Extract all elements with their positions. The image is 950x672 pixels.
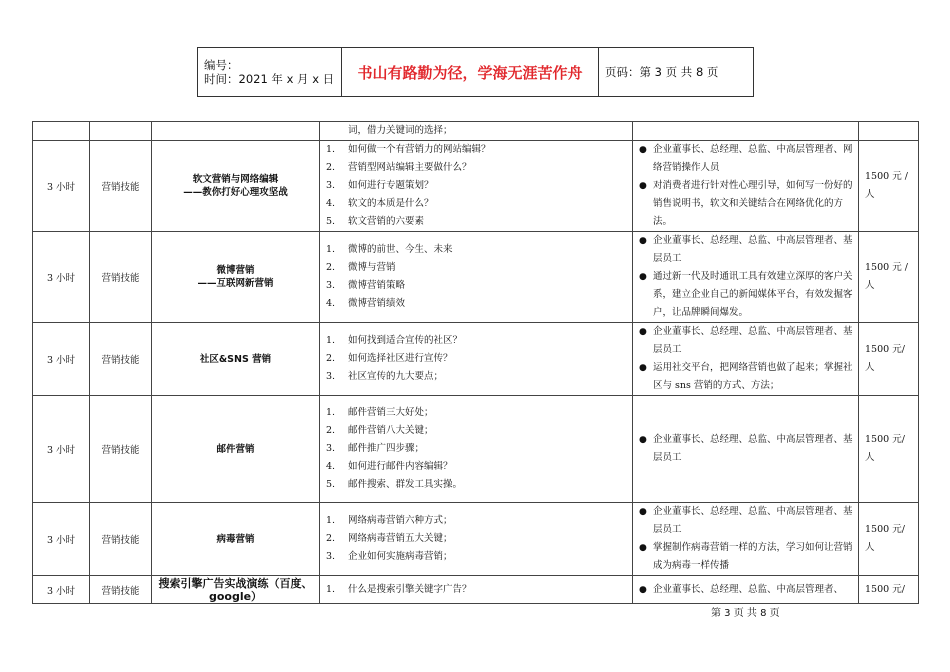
continuation-row bbox=[33, 122, 919, 141]
list-text: 如何进行专题策划？ bbox=[348, 180, 434, 191]
topic-title: 微博营销 bbox=[216, 265, 255, 276]
price-amount: 1500 元/ bbox=[865, 583, 905, 595]
list-text: 微博与营销 bbox=[348, 262, 396, 273]
list-number: 3. bbox=[326, 551, 336, 562]
audience-list bbox=[639, 503, 854, 575]
table-row bbox=[33, 232, 919, 323]
list-item bbox=[326, 512, 628, 530]
audience-cell bbox=[633, 396, 859, 503]
audience-cell bbox=[633, 141, 859, 232]
list-text: 邮件营销三大好处； bbox=[348, 407, 434, 418]
list-item bbox=[326, 548, 628, 566]
topic-subtitle: ——教你打好心理攻坚战 bbox=[183, 187, 288, 198]
list-item bbox=[326, 177, 628, 195]
bullet-icon: ● bbox=[639, 543, 647, 553]
list-number: 2. bbox=[326, 162, 336, 173]
page-footer: 第 3 页 共 8 页 bbox=[711, 608, 780, 619]
list-text: 邮件推广四步骤； bbox=[348, 443, 425, 454]
bullet-icon: ● bbox=[639, 584, 647, 595]
list-text: 如何进行邮件内容编辑？ bbox=[348, 461, 453, 472]
price-cell bbox=[859, 503, 919, 576]
list-item bbox=[326, 440, 628, 458]
list-item bbox=[639, 581, 854, 599]
price-amount: 1500 元 / bbox=[865, 171, 908, 182]
list-item bbox=[639, 268, 854, 322]
duration-cell: 3 小时 bbox=[33, 396, 90, 503]
list-number: 4. bbox=[326, 298, 336, 309]
topic-cell bbox=[152, 396, 320, 503]
category-cell: 营销技能 bbox=[90, 323, 152, 396]
list-item bbox=[639, 177, 854, 231]
list-text: 企业如何实施病毒营销； bbox=[348, 551, 453, 562]
list-text: 掌握制作病毒营销一样的方法，学习如何让营销成为病毒一样传播 bbox=[653, 542, 853, 571]
content-cell bbox=[320, 232, 633, 323]
list-item bbox=[639, 503, 854, 539]
topic-title: 社区&SNS 营销 bbox=[199, 353, 272, 365]
page-header bbox=[197, 47, 754, 97]
list-item bbox=[639, 431, 854, 467]
price-cell bbox=[859, 396, 919, 503]
list-text: 邮件营销八大关键； bbox=[348, 425, 434, 436]
content-list bbox=[326, 581, 628, 599]
list-item bbox=[326, 350, 628, 368]
topic-title: 病毒营销 bbox=[216, 533, 255, 545]
list-item bbox=[326, 404, 628, 422]
list-text: 微博营销策略 bbox=[348, 280, 406, 291]
topic-title: 邮件营销 bbox=[216, 443, 255, 455]
list-number: 3. bbox=[326, 180, 336, 191]
list-item bbox=[326, 458, 628, 476]
topic-cell bbox=[152, 323, 320, 396]
price-cell bbox=[859, 232, 919, 323]
topic-title: 搜索引擎广告实战演练（百度、google） bbox=[158, 576, 313, 603]
bullet-icon: ● bbox=[639, 145, 647, 155]
category-cell: 营销技能 bbox=[90, 396, 152, 503]
list-number: 3. bbox=[326, 371, 336, 382]
list-number: 1. bbox=[326, 335, 336, 346]
list-item bbox=[639, 141, 854, 177]
topic-cell bbox=[152, 576, 320, 604]
bullet-icon: ● bbox=[639, 507, 647, 517]
list-item bbox=[326, 295, 628, 313]
list-text: 软文的本质是什么？ bbox=[348, 198, 434, 209]
audience-cell bbox=[633, 503, 859, 576]
category-cell: 营销技能 bbox=[90, 503, 152, 576]
list-number: 4. bbox=[326, 461, 336, 472]
table-row bbox=[33, 503, 919, 576]
list-number: 1. bbox=[326, 515, 336, 526]
category-cell: 营销技能 bbox=[90, 576, 152, 604]
content-cell bbox=[320, 141, 633, 232]
list-item bbox=[326, 581, 628, 599]
bullet-icon: ● bbox=[639, 272, 647, 282]
list-text: 如何选择社区进行宣传？ bbox=[348, 353, 453, 364]
list-item bbox=[326, 476, 628, 494]
duration-cell: 3 小时 bbox=[33, 323, 90, 396]
price-unit: 人 bbox=[865, 280, 875, 291]
bullet-icon: ● bbox=[639, 327, 647, 337]
header-time-label: 时间：2021 年 x 月 x 日 bbox=[204, 72, 335, 86]
list-item bbox=[326, 332, 628, 350]
content-list bbox=[326, 141, 628, 231]
audience-list bbox=[639, 431, 854, 467]
list-number: 2. bbox=[326, 533, 336, 544]
audience-list bbox=[639, 141, 854, 231]
list-item bbox=[639, 323, 854, 359]
list-text: 企业董事长、总经理、总监、中高层管理者、 bbox=[653, 583, 844, 595]
list-text: 运用社交平台，把网络营销也做了起来；掌握社区与 sns 营销的方式、方法； bbox=[653, 362, 853, 391]
category-cell: 营销技能 bbox=[90, 141, 152, 232]
list-text: 网络病毒营销五大关键； bbox=[348, 533, 453, 544]
list-text: 营销型网站编辑主要做什么？ bbox=[348, 162, 472, 173]
list-item bbox=[639, 232, 854, 268]
list-number: 2. bbox=[326, 425, 336, 436]
list-item bbox=[326, 141, 628, 159]
content-cell bbox=[320, 503, 633, 576]
content-cell bbox=[320, 576, 633, 604]
list-number: 1. bbox=[326, 407, 336, 418]
list-number: 1. bbox=[326, 583, 336, 595]
continuation-cell bbox=[320, 122, 633, 141]
bullet-icon: ● bbox=[639, 435, 647, 445]
list-number: 5. bbox=[326, 216, 336, 227]
topic-subtitle: ——互联网新营销 bbox=[197, 278, 274, 289]
list-text: 微博营销绩效 bbox=[348, 298, 406, 309]
price-amount: 1500 元/ bbox=[865, 344, 905, 355]
header-page-label: 页码：第 3 页 共 8 页 bbox=[599, 48, 754, 97]
list-text: 通过新一代及时通讯工具有效建立深厚的客户关系，建立企业自己的新闻媒体平台，有效发掘客户，让品牌瞬间爆发。 bbox=[653, 271, 853, 318]
header-meta bbox=[198, 48, 342, 97]
course-rows bbox=[33, 141, 919, 604]
list-text: 网络病毒营销六种方式； bbox=[348, 515, 453, 526]
list-number: 1. bbox=[326, 244, 336, 255]
list-item bbox=[326, 277, 628, 295]
list-text: 软文营销的六要素 bbox=[348, 216, 425, 227]
bullet-icon: ● bbox=[639, 236, 647, 246]
list-number: 2. bbox=[326, 353, 336, 364]
list-text: 企业董事长、总经理、总监、中高层管理者、基层员工 bbox=[653, 326, 853, 355]
table-row bbox=[33, 396, 919, 503]
price-unit: 人 bbox=[865, 542, 875, 553]
list-text: 社区宣传的九大要点； bbox=[348, 371, 444, 382]
table-row bbox=[33, 323, 919, 396]
list-number: 5. bbox=[326, 479, 336, 490]
price-amount: 1500 元/ bbox=[865, 434, 905, 445]
price-unit: 人 bbox=[865, 452, 875, 463]
list-item bbox=[326, 259, 628, 277]
price-amount: 1500 元/ bbox=[865, 524, 905, 535]
list-number: 1. bbox=[326, 144, 336, 155]
price-unit: 人 bbox=[865, 362, 875, 373]
list-text: 微博的前世、今生、未来 bbox=[348, 244, 453, 255]
content-list bbox=[326, 512, 628, 566]
audience-cell bbox=[633, 232, 859, 323]
topic-cell bbox=[152, 141, 320, 232]
audience-list bbox=[639, 581, 854, 599]
duration-cell: 3 小时 bbox=[33, 576, 90, 604]
price-amount: 1500 元 / bbox=[865, 262, 908, 273]
category-cell: 营销技能 bbox=[90, 232, 152, 323]
duration-cell: 3 小时 bbox=[33, 141, 90, 232]
topic-cell bbox=[152, 503, 320, 576]
audience-cell bbox=[633, 323, 859, 396]
price-unit: 人 bbox=[865, 189, 875, 200]
list-text: 如何找到适合宣传的社区？ bbox=[348, 335, 463, 346]
list-text: 企业董事长、总经理、总监、中高层管理者、基层员工 bbox=[653, 434, 853, 463]
audience-cell bbox=[633, 576, 859, 604]
list-item bbox=[639, 359, 854, 395]
price-cell bbox=[859, 141, 919, 232]
content-list bbox=[326, 241, 628, 313]
course-table bbox=[32, 121, 919, 604]
bullet-icon: ● bbox=[639, 181, 647, 191]
list-number: 4. bbox=[326, 198, 336, 209]
list-number: 3. bbox=[326, 280, 336, 291]
topic-title: 软文营销与网络编辑 bbox=[192, 174, 279, 185]
content-list bbox=[326, 332, 628, 386]
header-motto: 书山有路勤为径，学海无涯苦作舟 bbox=[342, 48, 599, 97]
list-text: 邮件搜索、群发工具实操。 bbox=[348, 479, 463, 490]
content-cell bbox=[320, 323, 633, 396]
header-number-label: 编号： bbox=[204, 58, 239, 72]
list-text: 企业董事长、总经理、总监、中高层管理者、基层员工 bbox=[653, 506, 853, 535]
list-text: 如何做一个有营销力的网站编辑？ bbox=[348, 144, 491, 155]
audience-list bbox=[639, 232, 854, 322]
topic-cell bbox=[152, 232, 320, 323]
continuation-text: 词，借力关键词的选择； bbox=[348, 125, 453, 136]
list-item bbox=[326, 422, 628, 440]
table-row bbox=[33, 576, 919, 604]
list-item bbox=[326, 241, 628, 259]
content-cell bbox=[320, 396, 633, 503]
list-text: 企业董事长、总经理、总监、中高层管理者、网络营销操作人员 bbox=[653, 144, 853, 173]
bullet-icon: ● bbox=[639, 363, 647, 373]
duration-cell: 3 小时 bbox=[33, 232, 90, 323]
price-cell bbox=[859, 323, 919, 396]
list-item bbox=[639, 539, 854, 575]
content-list bbox=[326, 404, 628, 494]
list-item bbox=[326, 368, 628, 386]
audience-list bbox=[639, 323, 854, 395]
list-number: 3. bbox=[326, 443, 336, 454]
list-number: 2. bbox=[326, 262, 336, 273]
list-item bbox=[326, 213, 628, 231]
duration-cell: 3 小时 bbox=[33, 503, 90, 576]
list-item bbox=[326, 195, 628, 213]
list-item bbox=[326, 159, 628, 177]
table-row bbox=[33, 141, 919, 232]
list-text: 企业董事长、总经理、总监、中高层管理者、基层员工 bbox=[653, 235, 853, 264]
list-text: 什么是搜索引擎关键字广告？ bbox=[348, 583, 472, 595]
list-item bbox=[326, 530, 628, 548]
price-cell bbox=[859, 576, 919, 604]
list-text: 对消费者进行针对性心理引导，如何写一份好的销售说明书，软文和关键结合在网络优化的方法。 bbox=[653, 180, 853, 227]
